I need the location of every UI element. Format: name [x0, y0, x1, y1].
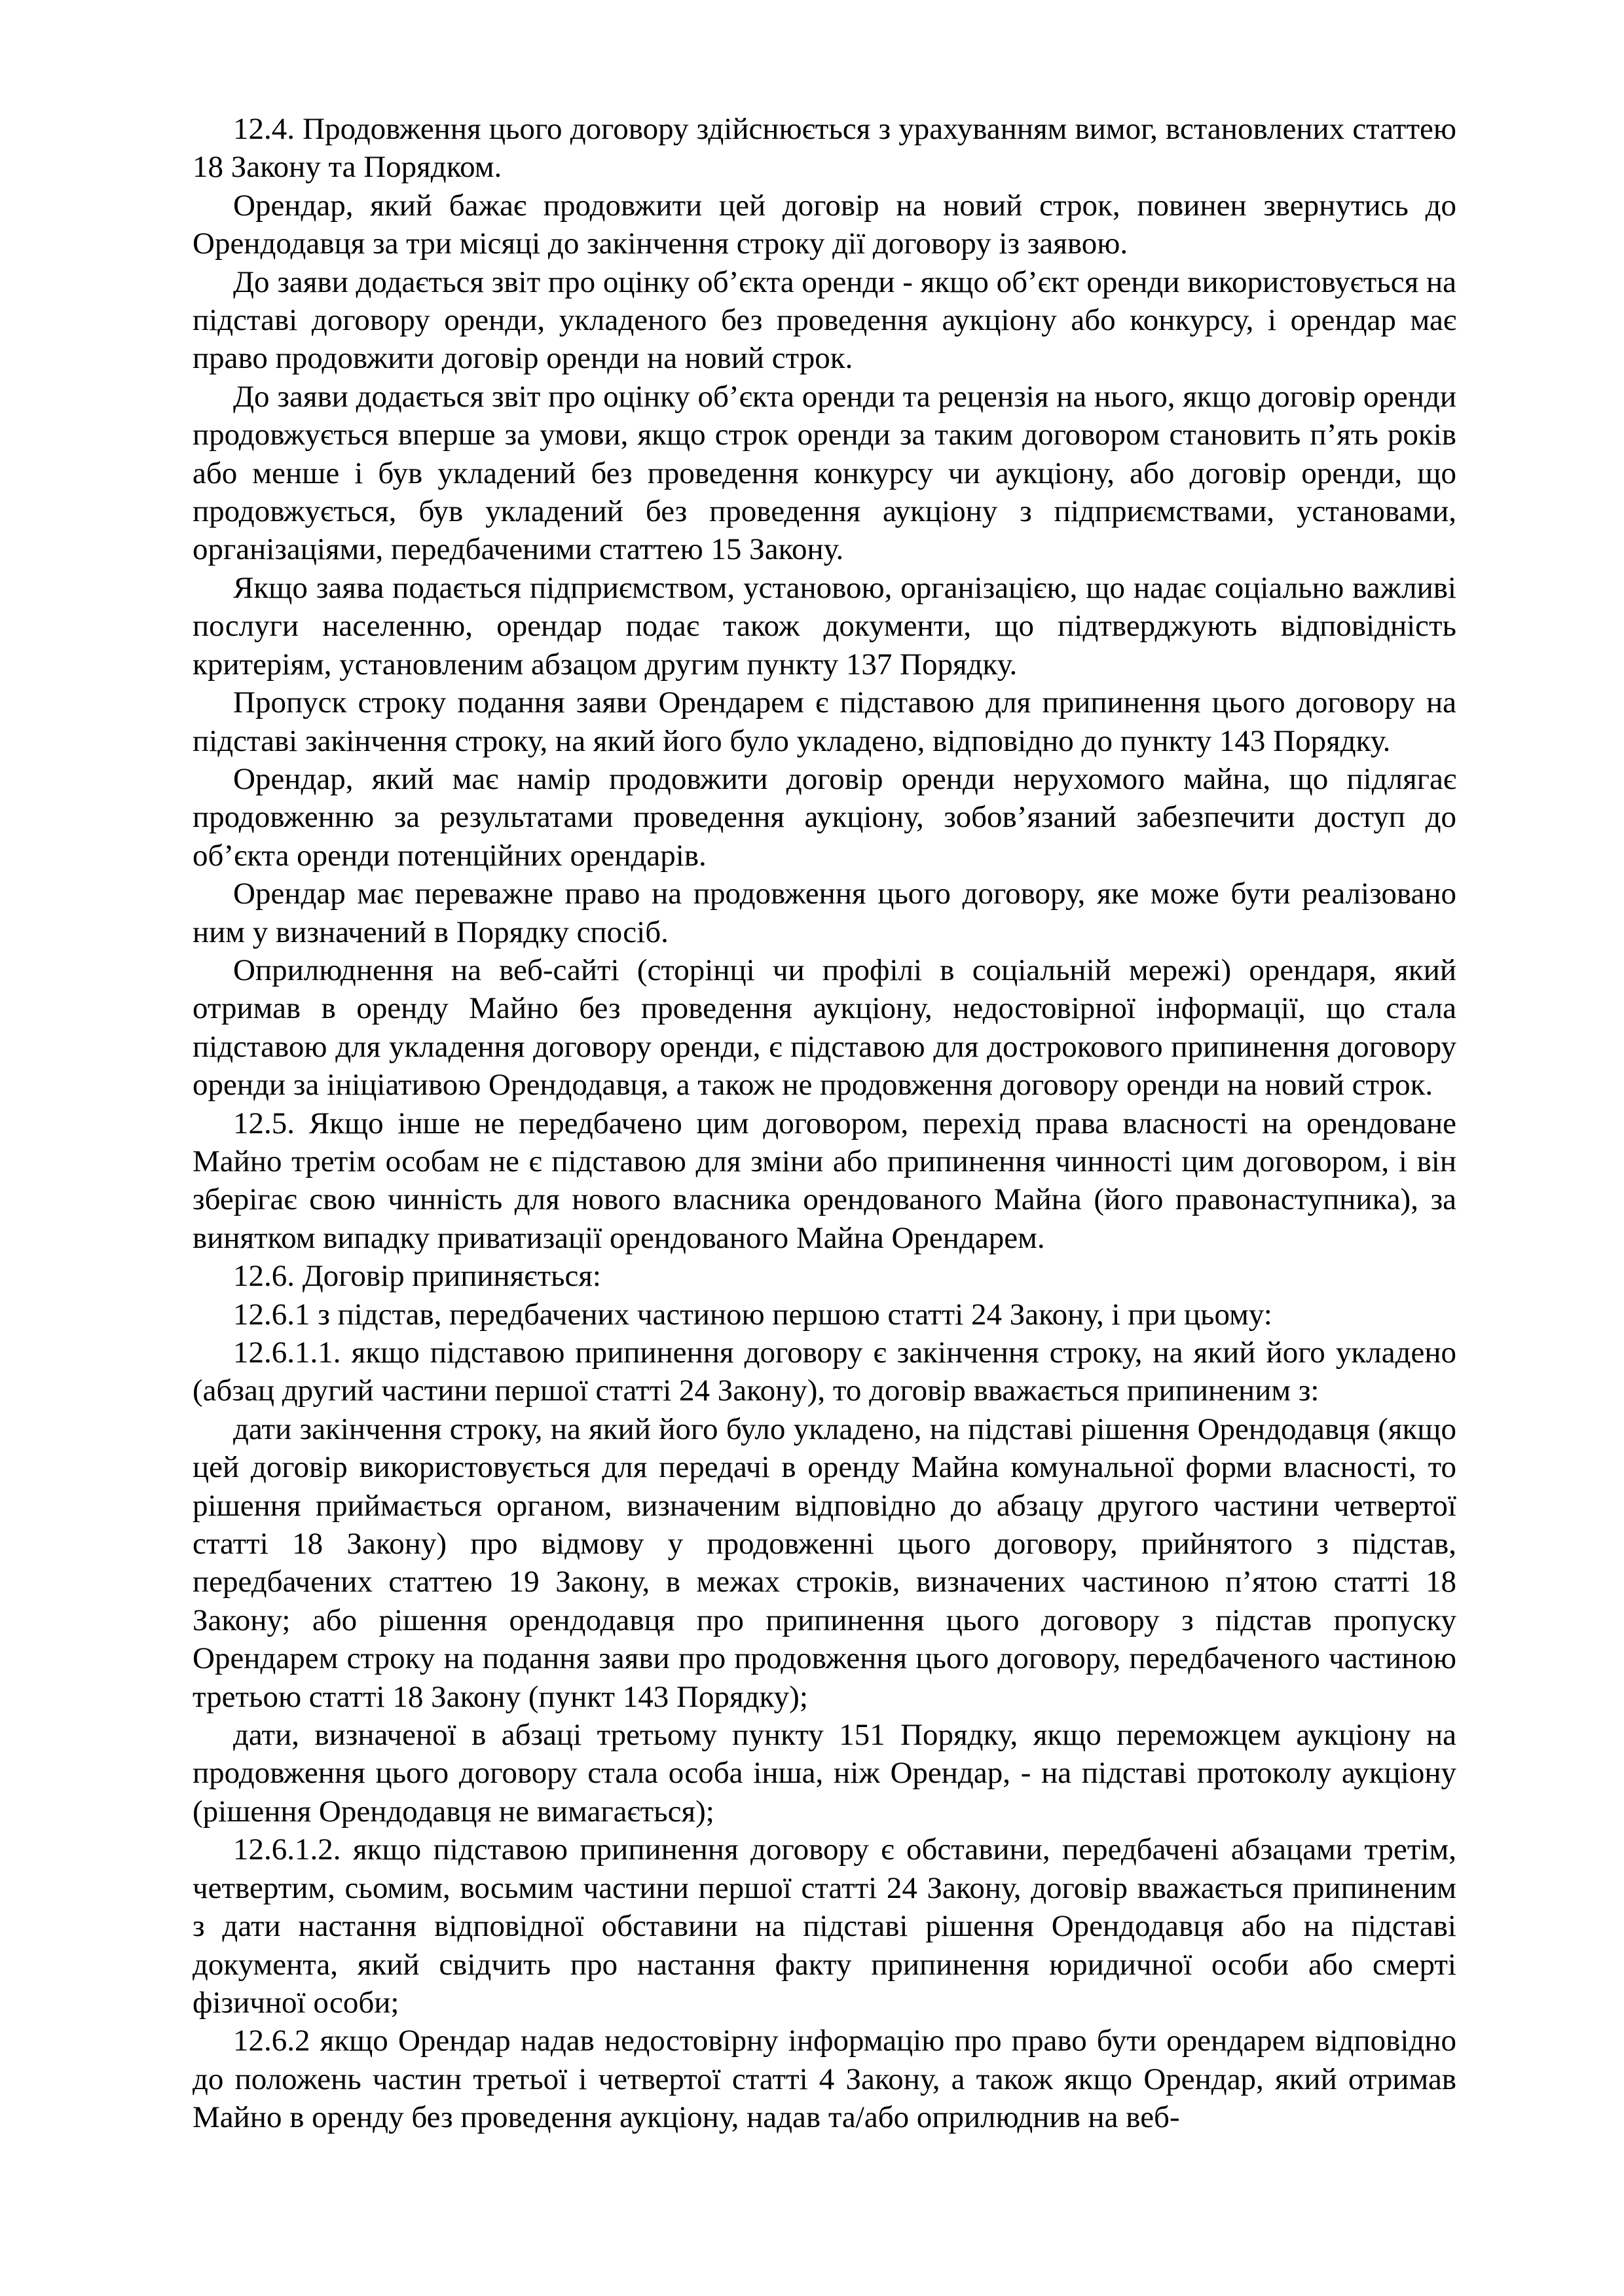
paragraph-12-6-2: 12.6.2 якщо Орендар надав недостовірну інформацію про право бути орендарем відповідно до положень частин третьої і четвертої статті 4 Закону, а також якщо Орендар, який отримав Майно в оренду без проведення аукціону, надав та/або оприлюднив на веб- — [193, 2024, 1456, 2135]
paragraph-social-services: Якщо заява подається підприємством, установою, організацією, що надає соціально важливі послуги населенню, орендар подає також документи, що підтверджують відповідність критеріям, установленим абзацом другим пункту 137 Порядку. — [193, 570, 1456, 682]
paragraph-12-6-1: 12.6.1 з підстав, передбачених частиною першою статті 24 Закону, і при цьому: — [233, 1297, 1272, 1332]
document-page — [193, 110, 1456, 2137]
paragraph-12-4: 12.4. Продовження цього договору здійснюється з урахуванням вимог, встановлених статтею 18 Закону та Порядком. — [193, 112, 1456, 185]
paragraph-false-information: Оприлюднення на веб-сайті (сторінці чи профілі в соціальній мережі) орендаря, який отримав в оренду Майно без проведення аукціону, недостовірної інформації, що стала підставою для укладення договору оренди, є підставою для дострокового припинення договору оренди за ініціативою Орендодавця, а також не продовження договору оренди на новий строк. — [193, 953, 1456, 1102]
paragraph-preemptive-right: Орендар має переважне право на продовження цього договору, яке може бути реалізовано ним у визначений в Порядку спосіб. — [193, 877, 1456, 949]
paragraph-expiry-date: дати закінчення строку, на який його було укладено, на підставі рішення Орендодавця (якщо цей договір використовується для передачі в оренду Майна комунальної форми власності, то рішення приймається органом, визначеним відповідно до абзацу другого частини четвертої статті 18 Закону) про відмову у продовженні цього договору, прийнятого з підстав, передбачених статтею 19 Закону, в межах строків, визначених частиною п’ятою статті 18 Закону; або рішення орендодавця про припинення цього договору з підстав пропуску Орендарем строку на подання заяви про продовження цього договору, передбаченого частиною третьою статті 18 Закону (пункт 143 Порядку); — [193, 1412, 1456, 1714]
paragraph-12-6-1-1: 12.6.1.1. якщо підставою припинення договору є закінчення строку, на який його укладено (абзац другий частини першої статті 24 Закону), то договір вважається припиненим з: — [193, 1336, 1456, 1408]
paragraph-renewal-application: Орендар, який бажає продовжити цей договір на новий строк, повинен звернутись до Орендодавця за три місяці до закінчення строку дії договору із заявою. — [193, 188, 1456, 261]
paragraph-valuation-review: До заяви додається звіт про оцінку об’єкта оренди та рецензія на нього, якщо договір оренди продовжується вперше за умови, якщо строк оренди за таким договором становить п’ять років або менше і був укладений без проведення конкурсу чи аукціону, або договір оренди, що продовжується, був укладений без проведення аукціону з підприємствами, установами, організаціями, передбаченими статтею 15 Закону. — [193, 379, 1456, 567]
paragraph-12-6: 12.6. Договір припиняється: — [233, 1259, 601, 1294]
paragraph-missed-deadline: Пропуск строку подання заяви Орендарем є підставою для припинення цього договору на підставі закінчення строку, на який його було укладено, відповідно до пункту 143 Порядку. — [193, 685, 1456, 758]
paragraph-valuation-report: До заяви додається звіт про оцінку об’єкта оренди - якщо об’єкт оренди використовується на підставі договору оренди, укладеного без проведення аукціону або конкурсу, і орендар має право продовжити договір оренди на новий строк. — [193, 264, 1456, 376]
paragraph-auction-access: Орендар, який має намір продовжити договір оренди нерухомого майна, що підлягає продовженню за результатами проведення аукціону, зобов’язаний забезпечити доступ до об’єкта оренди потенційних орендарів. — [193, 761, 1456, 873]
paragraph-12-6-1-2: 12.6.1.2. якщо підставою припинення договору є обставини, передбачені абзацами третім, четвертим, сьомим, восьмим частини першої статті 24 Закону, договір вважається припиненим з дати настання відповідної обставини на підставі рішення Орендодавця або на підставі документа, який свідчить про настання факту припинення юридичної особи або смерті фізичної особи; — [193, 1832, 1456, 2020]
paragraph-12-5: 12.5. Якщо інше не передбачено цим договором, перехід права власності на орендоване Майно третім особам не є підставою для зміни або припинення чинності цим договором, і він зберігає свою чинність для нового власника орендованого Майна (його правонаступника), за винятком випадку приватизації орендованого Майна Орендарем. — [193, 1106, 1456, 1255]
paragraph-auction-winner: дати, визначеної в абзаці третьому пункту 151 Порядку, якщо переможцем аукціону на продовження цього договору стала особа інша, ніж Орендар, - на підставі протоколу аукціону (рішення Орендодавця не вимагається); — [193, 1718, 1456, 1829]
